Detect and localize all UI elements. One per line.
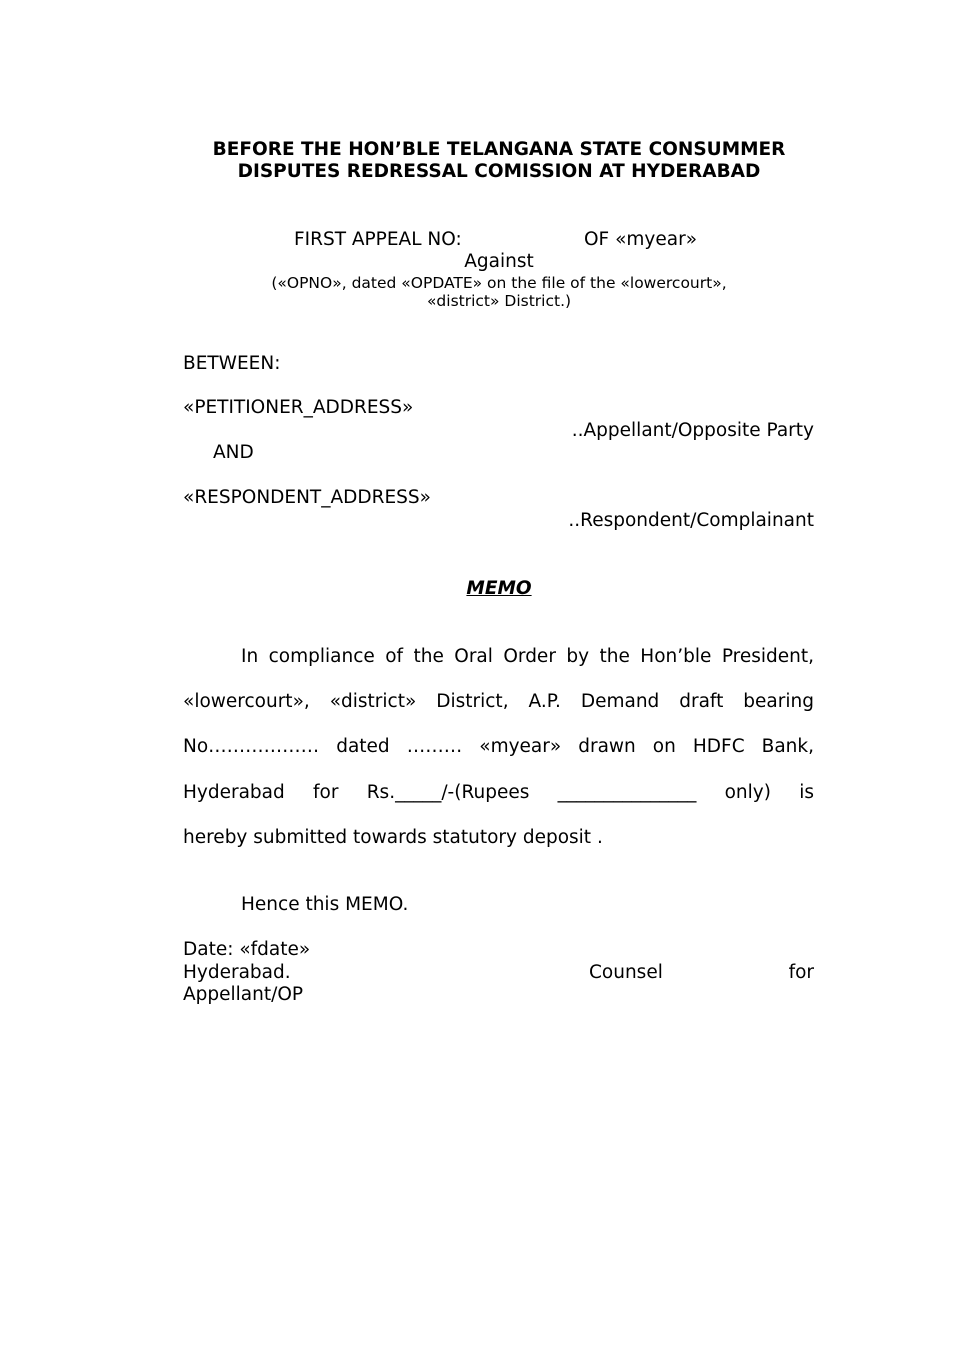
respondent-role: ..Respondent/Complainant	[568, 510, 814, 531]
place-label: Hyderabad.	[183, 962, 291, 983]
respondent-address: «RESPONDENT_ADDRESS»	[183, 487, 431, 508]
court-heading-line-2: DISPUTES REDRESSAL COMISSION AT HYDERABAD	[237, 161, 761, 182]
memo-title: MEMO	[466, 578, 532, 599]
lower-court-detail-line-1: («OPNO», dated «OPDATE» on the file of the «lowercourt»,	[271, 274, 727, 292]
memo-paragraph-line-3: No……………… dated ……… «myear» drawn on HDFC Bank,	[183, 736, 814, 757]
memo-paragraph-line-5: hereby submitted towards statutory deposit .	[183, 827, 603, 848]
between-label: BETWEEN:	[183, 353, 281, 374]
appellant-role: ..Appellant/Opposite Party	[571, 420, 814, 441]
appeal-year-label: OF «myear»	[584, 229, 698, 250]
lower-court-detail-line-2: «district» District.)	[426, 292, 572, 310]
and-label: AND	[213, 442, 254, 463]
memo-paragraph-line-4: Hyderabad for Rs._____/-(Rupees _______________ only) is	[183, 782, 814, 803]
memo-closing: Hence this MEMO.	[241, 894, 409, 915]
court-heading-line-1: BEFORE THE HON’BLE TELANGANA STATE CONSUMMER	[212, 139, 786, 160]
memo-paragraph-line-1: In compliance of the Oral Order by the Hon’ble President,	[241, 646, 814, 667]
counsel-for-label: for	[788, 962, 814, 983]
petitioner-address: «PETITIONER_ADDRESS»	[183, 397, 414, 418]
date-line: Date: «fdate»	[183, 939, 311, 960]
counsel-label: Counsel	[589, 962, 663, 983]
first-appeal-label: FIRST APPEAL NO:	[294, 229, 462, 250]
appellant-op-label: Appellant/OP	[183, 984, 304, 1005]
memo-paragraph-line-2: «lowercourt», «district» District, A.P. Demand draft bearing	[183, 691, 814, 712]
against-label: Against	[464, 251, 534, 272]
